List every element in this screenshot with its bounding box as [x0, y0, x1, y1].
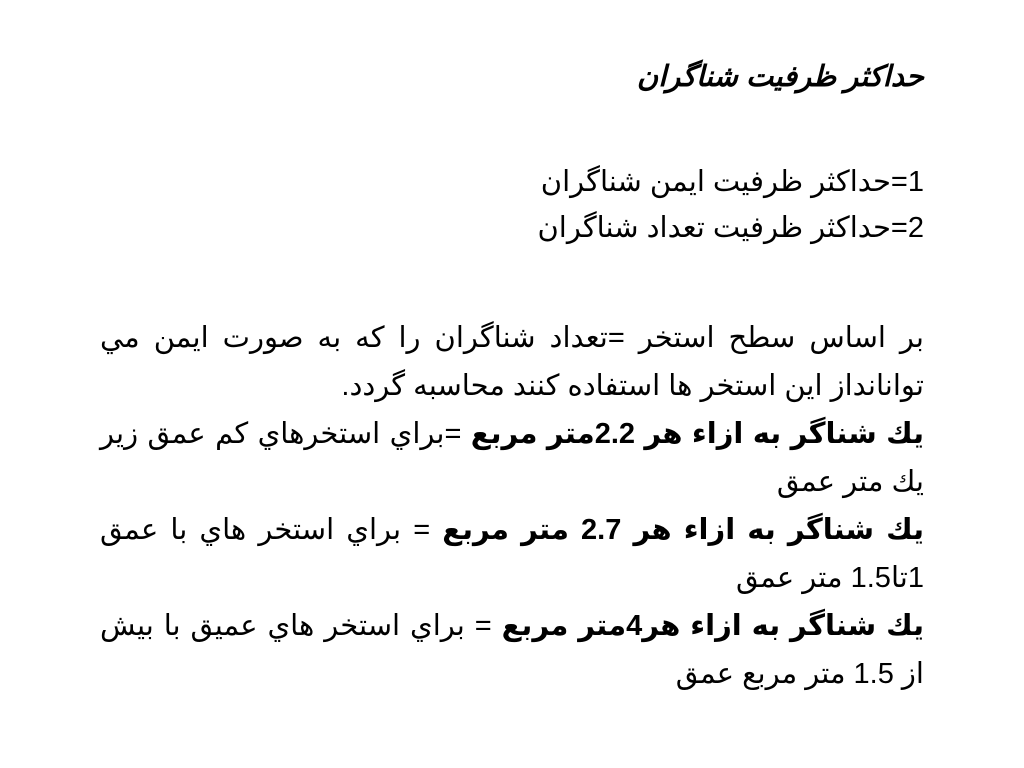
rule-paragraph: [100, 410, 924, 506]
rule-paragraph: [100, 506, 924, 602]
definition-item: [538, 205, 925, 251]
slide-title: حداكثر ظرفيت شناگران: [636, 61, 924, 93]
slide-body: [100, 314, 924, 698]
rule-heading: يك شناگر به ازاء هر 2.2متر مربع: [470, 418, 924, 450]
definitions-list: [538, 159, 925, 251]
definition-text: حداكثر ظرفيت تعداد شناگران: [537, 212, 891, 244]
rule-heading: يك شناگر به ازاء هر 2.7 متر مربع: [442, 514, 924, 546]
rule-text: = براي استخر هاي عميق با بيش از 1.5 متر مربع عمق: [100, 610, 924, 690]
definition-text: حداكثر ظرفيت ايمن شناگران: [540, 166, 891, 198]
intro-paragraph: بر اساس سطح استخر =تعداد شناگران را كه به صورت ايمن مي توانانداز اين استخر ها استفاده كنند محاسبه گردد.: [100, 322, 924, 402]
definition-item: [538, 159, 925, 205]
rule-text: =براي استخرهاي كم عمق زير يك متر عمق: [100, 418, 924, 498]
definition-number: 1=: [890, 166, 924, 198]
rule-paragraph: [100, 602, 924, 698]
definition-number: 2=: [890, 212, 924, 244]
rule-heading: يك شناگر به ازاء هر4متر مربع: [501, 610, 925, 642]
rule-text: = براي استخر هاي با عمق 1تا1.5 متر عمق: [100, 514, 924, 594]
